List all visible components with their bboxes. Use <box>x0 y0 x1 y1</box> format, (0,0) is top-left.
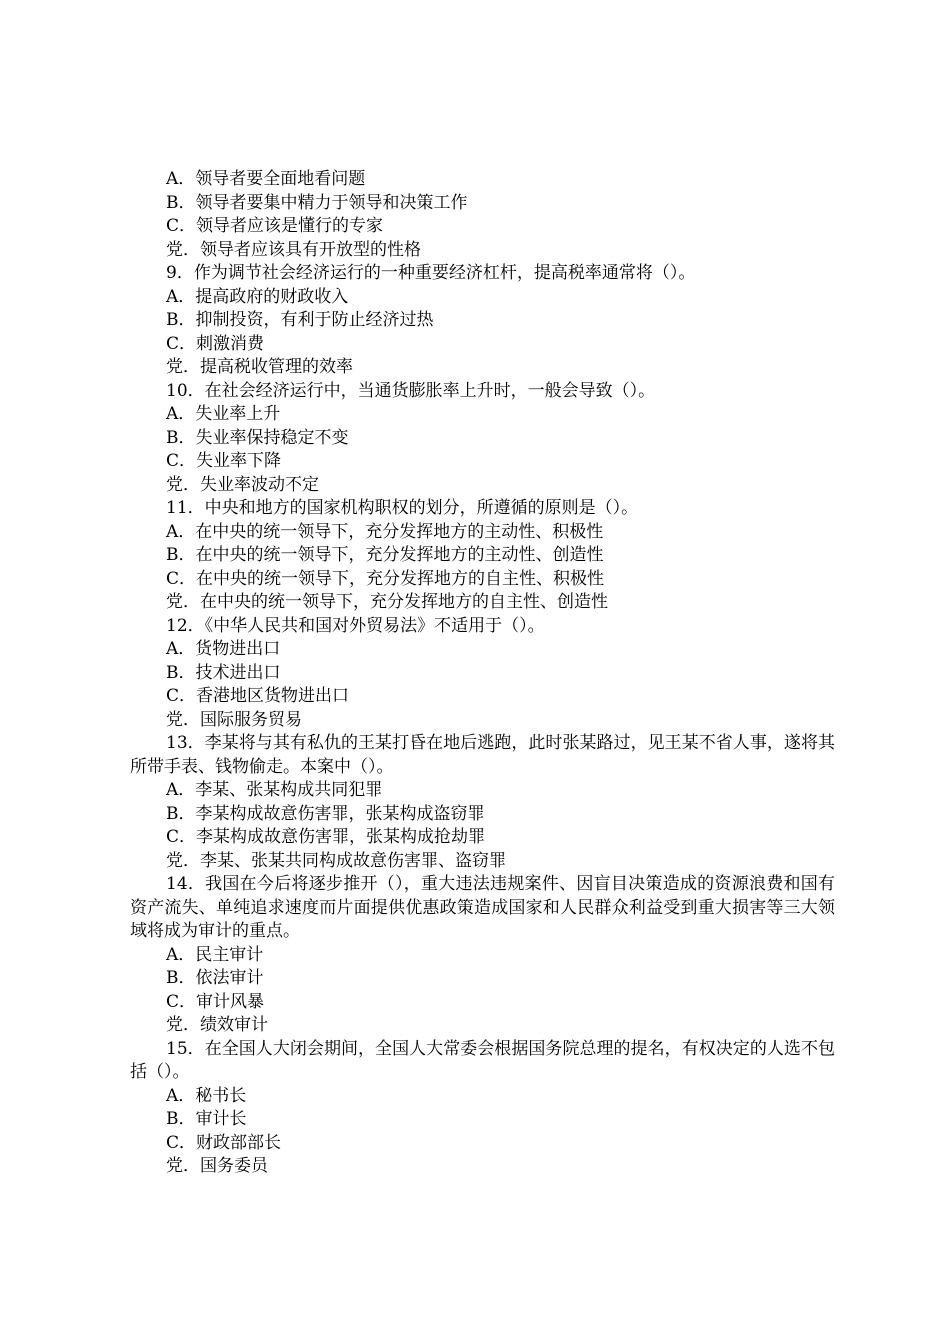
text-line: B．领导者要集中精力于领导和决策工作 <box>166 192 468 213</box>
text-line: A．秘书长 <box>166 1085 247 1106</box>
text-line: C．刺激消费 <box>166 333 265 354</box>
question-paragraph: 15．在全国人大闭会期间，全国人大常委会根据国务院总理的提名，有权决定的人选不包括（）。 <box>130 1038 835 1082</box>
text-line: A．货物进出口 <box>166 639 281 659</box>
text-line: C．失业率下降 <box>166 451 282 471</box>
question-paragraph: 14．我国在今后将逐步推开（），重大违法违规案件、因盲目决策造成的资源浪费和国有资产流失、单纯追求速度而片面提供优惠政策造成国家和人民群众利益受到重大损害等三大领域将成为审计的重点。 <box>130 874 835 941</box>
text-line: A．李某、张某构成共同犯罪 <box>166 780 383 800</box>
text-line: 党．李某、张某共同构成故意伤害罪、盗窃罪 <box>166 850 506 871</box>
text-line: A．提高政府的财政收入 <box>166 286 349 307</box>
text-line: 10．在社会经济运行中，当通货膨胀率上升时，一般会导致（）。 <box>166 380 656 401</box>
text-line: C．领导者应该是懂行的专家 <box>166 216 384 236</box>
text-line: 党．领导者应该具有开放型的性格 <box>166 239 421 260</box>
text-line: B．在中央的统一领导下，充分发挥地方的主动性、创造性 <box>166 545 604 565</box>
text-line: 党．失业率波动不定 <box>166 474 319 495</box>
text-line: 9．作为调节社会经济运行的一种重要经济杠杆，提高税率通常将（）。 <box>166 263 696 283</box>
text-line: A．民主审计 <box>166 944 264 965</box>
text-line: B．抑制投资，有利于防止经济过热 <box>166 310 434 330</box>
text-line: A．失业率上升 <box>166 404 281 424</box>
text-line: B．技术进出口 <box>166 662 281 683</box>
text-line: 党．国际服务贸易 <box>166 709 302 730</box>
text-line: A．在中央的统一领导下，充分发挥地方的主动性、积极性 <box>166 521 604 542</box>
text-line: 党．在中央的统一领导下，充分发挥地方的自主性、创造性 <box>166 592 608 612</box>
text-line: 11．中央和地方的国家机构职权的划分，所遵循的原则是（）。 <box>166 498 639 518</box>
text-line: C．在中央的统一领导下，充分发挥地方的自主性、积极性 <box>166 568 605 589</box>
text-line: C．李某构成故意伤害罪，张某构成抢劫罪 <box>166 827 486 847</box>
question-paragraph: 13．李某将与其有私仇的王某打昏在地后逃跑，此时张某路过，见王某不省人事，遂将其所带手表、钱物偷走。本案中（）。 <box>130 733 835 777</box>
text-line: B．李某构成故意伤害罪，张某构成盗窃罪 <box>166 803 485 824</box>
text-line: B．依法审计 <box>166 968 264 988</box>
document-page <box>130 168 835 1179</box>
text-line: C．审计风暴 <box>166 991 265 1012</box>
text-line: B．失业率保持稳定不变 <box>166 427 349 448</box>
text-line: C．香港地区货物进出口 <box>166 686 350 706</box>
text-line: A．领导者要全面地看问题 <box>166 169 366 189</box>
text-line: 党．绩效审计 <box>166 1015 268 1035</box>
text-line: 党．国务委员 <box>166 1156 268 1176</box>
text-line: B．审计长 <box>166 1109 247 1129</box>
text-line: C．财政部部长 <box>166 1132 282 1153</box>
text-line: 党．提高税收管理的效率 <box>166 357 353 377</box>
text-line: 12．《中华人民共和国对外贸易法》不适用于（）。 <box>166 615 545 636</box>
